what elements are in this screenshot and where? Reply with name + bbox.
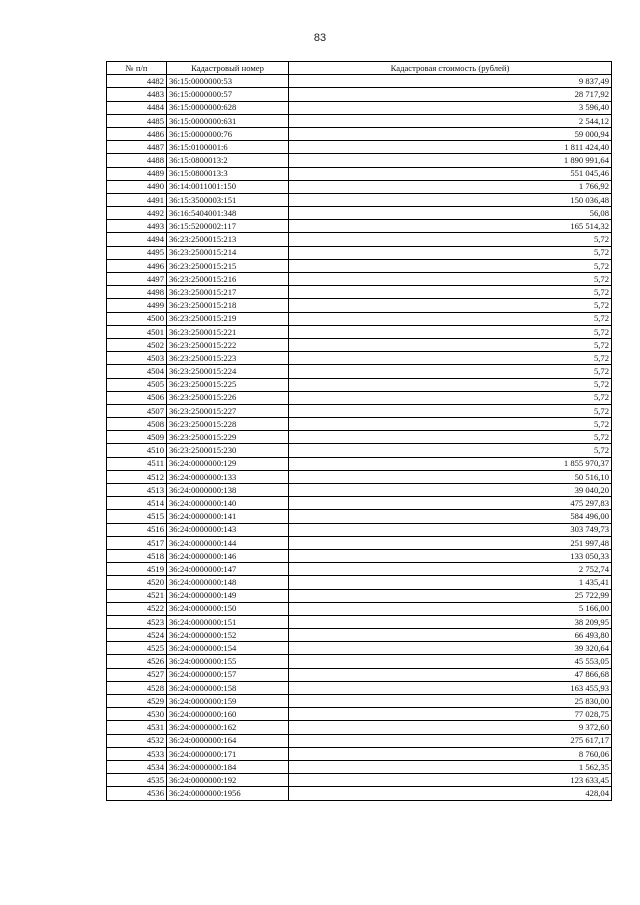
cadastral-value-cell: 1 562,35 bbox=[289, 760, 612, 773]
row-number-cell: 4507 bbox=[107, 404, 167, 417]
row-number-cell: 4525 bbox=[107, 642, 167, 655]
table-row bbox=[107, 681, 612, 694]
table-row bbox=[107, 721, 612, 734]
cadastral-value-cell: 1 766,92 bbox=[289, 180, 612, 193]
row-number-cell: 4500 bbox=[107, 312, 167, 325]
cadastral-value-cell: 3 596,40 bbox=[289, 101, 612, 114]
table-row bbox=[107, 220, 612, 233]
cadastral-value-table bbox=[106, 61, 612, 801]
cadastral-value-cell: 1 890 991,64 bbox=[289, 154, 612, 167]
cadastral-number-cell: 36:23:2500015:214 bbox=[167, 246, 289, 259]
cadastral-number-cell: 36:23:2500015:227 bbox=[167, 404, 289, 417]
page-number: 83 bbox=[313, 32, 327, 44]
cadastral-value-cell: 5,72 bbox=[289, 273, 612, 286]
cadastral-value-cell: 5,72 bbox=[289, 418, 612, 431]
cadastral-value-cell: 2 752,74 bbox=[289, 563, 612, 576]
row-number-cell: 4532 bbox=[107, 734, 167, 747]
cadastral-value-cell: 66 493,80 bbox=[289, 629, 612, 642]
cadastral-number-cell: 36:15:0000000:76 bbox=[167, 127, 289, 140]
row-number-cell: 4514 bbox=[107, 497, 167, 510]
cadastral-value-cell: 77 028,75 bbox=[289, 708, 612, 721]
row-number-cell: 4536 bbox=[107, 787, 167, 800]
table-row bbox=[107, 391, 612, 404]
cadastral-value-cell: 25 830,00 bbox=[289, 695, 612, 708]
table-row bbox=[107, 154, 612, 167]
table-row bbox=[107, 431, 612, 444]
cadastral-number-cell: 36:23:2500015:223 bbox=[167, 352, 289, 365]
table-row bbox=[107, 615, 612, 628]
table-row bbox=[107, 338, 612, 351]
cadastral-number-cell: 36:15:5200002:117 bbox=[167, 220, 289, 233]
cadastral-value-cell: 39 320,64 bbox=[289, 642, 612, 655]
row-number-cell: 4487 bbox=[107, 141, 167, 154]
row-number-cell: 4499 bbox=[107, 299, 167, 312]
cadastral-number-cell: 36:24:0000000:148 bbox=[167, 576, 289, 589]
row-number-cell: 4515 bbox=[107, 510, 167, 523]
row-number-cell: 4498 bbox=[107, 286, 167, 299]
table-row bbox=[107, 497, 612, 510]
row-number-cell: 4512 bbox=[107, 470, 167, 483]
table-row bbox=[107, 629, 612, 642]
row-number-cell: 4528 bbox=[107, 681, 167, 694]
cadastral-number-cell: 36:24:0000000:158 bbox=[167, 681, 289, 694]
table-row bbox=[107, 787, 612, 800]
cadastral-number-cell: 36:24:0000000:147 bbox=[167, 563, 289, 576]
table-row bbox=[107, 259, 612, 272]
cadastral-value-cell: 133 050,33 bbox=[289, 549, 612, 562]
table-row bbox=[107, 404, 612, 417]
cadastral-number-cell: 36:24:0000000:164 bbox=[167, 734, 289, 747]
table-row bbox=[107, 378, 612, 391]
table-row bbox=[107, 576, 612, 589]
table-row bbox=[107, 88, 612, 101]
cadastral-number-cell: 36:23:2500015:215 bbox=[167, 259, 289, 272]
column-header-cadastral-value: Кадастровая стоимость (рублей) bbox=[289, 62, 612, 75]
table-row bbox=[107, 365, 612, 378]
cadastral-value-cell: 5,72 bbox=[289, 378, 612, 391]
row-number-cell: 4490 bbox=[107, 180, 167, 193]
cadastral-number-cell: 36:23:2500015:218 bbox=[167, 299, 289, 312]
cadastral-value-cell: 163 455,93 bbox=[289, 681, 612, 694]
cadastral-value-cell: 38 209,95 bbox=[289, 615, 612, 628]
row-number-cell: 4496 bbox=[107, 259, 167, 272]
table-row bbox=[107, 141, 612, 154]
row-number-cell: 4485 bbox=[107, 114, 167, 127]
cadastral-number-cell: 36:24:0000000:150 bbox=[167, 602, 289, 615]
table-row bbox=[107, 444, 612, 457]
table-row bbox=[107, 167, 612, 180]
cadastral-number-cell: 36:23:2500015:217 bbox=[167, 286, 289, 299]
table-row bbox=[107, 207, 612, 220]
table-row bbox=[107, 273, 612, 286]
cadastral-value-cell: 9 837,49 bbox=[289, 75, 612, 88]
row-number-cell: 4520 bbox=[107, 576, 167, 589]
cadastral-number-cell: 36:23:2500015:224 bbox=[167, 365, 289, 378]
cadastral-number-cell: 36:15:0000000:57 bbox=[167, 88, 289, 101]
cadastral-value-cell: 50 516,10 bbox=[289, 470, 612, 483]
table-row bbox=[107, 101, 612, 114]
table-row bbox=[107, 114, 612, 127]
table-row bbox=[107, 549, 612, 562]
table-row bbox=[107, 193, 612, 206]
cadastral-number-cell: 36:24:0000000:140 bbox=[167, 497, 289, 510]
cadastral-number-cell: 36:16:5404001:348 bbox=[167, 207, 289, 220]
cadastral-number-cell: 36:24:0000000:192 bbox=[167, 774, 289, 787]
row-number-cell: 4497 bbox=[107, 273, 167, 286]
cadastral-value-cell: 5,72 bbox=[289, 325, 612, 338]
table-row bbox=[107, 312, 612, 325]
cadastral-number-cell: 36:24:0000000:162 bbox=[167, 721, 289, 734]
cadastral-value-cell: 150 036,48 bbox=[289, 193, 612, 206]
row-number-cell: 4517 bbox=[107, 536, 167, 549]
row-number-cell: 4501 bbox=[107, 325, 167, 338]
row-number-cell: 4504 bbox=[107, 365, 167, 378]
cadastral-value-cell: 47 866,68 bbox=[289, 668, 612, 681]
cadastral-number-cell: 36:15:0800013:3 bbox=[167, 167, 289, 180]
table-row bbox=[107, 760, 612, 773]
cadastral-number-cell: 36:24:0000000:146 bbox=[167, 549, 289, 562]
row-number-cell: 4508 bbox=[107, 418, 167, 431]
table-row bbox=[107, 233, 612, 246]
cadastral-number-cell: 36:15:0000000:628 bbox=[167, 101, 289, 114]
cadastral-number-cell: 36:24:0000000:155 bbox=[167, 655, 289, 668]
table-row bbox=[107, 589, 612, 602]
row-number-cell: 4506 bbox=[107, 391, 167, 404]
cadastral-value-cell: 1 811 424,40 bbox=[289, 141, 612, 154]
cadastral-number-cell: 36:14:0011001:150 bbox=[167, 180, 289, 193]
row-number-cell: 4483 bbox=[107, 88, 167, 101]
row-number-cell: 4519 bbox=[107, 563, 167, 576]
table-row bbox=[107, 127, 612, 140]
cadastral-value-cell: 1 855 970,37 bbox=[289, 457, 612, 470]
table-row bbox=[107, 352, 612, 365]
cadastral-number-cell: 36:15:0000000:53 bbox=[167, 75, 289, 88]
cadastral-value-cell: 39 040,20 bbox=[289, 484, 612, 497]
cadastral-number-cell: 36:15:0000000:631 bbox=[167, 114, 289, 127]
cadastral-number-cell: 36:23:2500015:213 bbox=[167, 233, 289, 246]
cadastral-number-cell: 36:24:0000000:159 bbox=[167, 695, 289, 708]
cadastral-number-cell: 36:23:2500015:225 bbox=[167, 378, 289, 391]
cadastral-number-cell: 36:24:0000000:1956 bbox=[167, 787, 289, 800]
cadastral-number-cell: 36:24:0000000:133 bbox=[167, 470, 289, 483]
cadastral-number-cell: 36:24:0000000:129 bbox=[167, 457, 289, 470]
cadastral-value-cell: 5,72 bbox=[289, 259, 612, 272]
cadastral-value-cell: 1 435,41 bbox=[289, 576, 612, 589]
table-row bbox=[107, 180, 612, 193]
table-row bbox=[107, 774, 612, 787]
table-row bbox=[107, 484, 612, 497]
cadastral-value-cell: 5,72 bbox=[289, 246, 612, 259]
row-number-cell: 4489 bbox=[107, 167, 167, 180]
cadastral-value-cell: 59 000,94 bbox=[289, 127, 612, 140]
cadastral-value-cell: 5,72 bbox=[289, 338, 612, 351]
row-number-cell: 4486 bbox=[107, 127, 167, 140]
cadastral-value-cell: 475 297,83 bbox=[289, 497, 612, 510]
cadastral-number-cell: 36:23:2500015:230 bbox=[167, 444, 289, 457]
cadastral-value-cell: 5,72 bbox=[289, 352, 612, 365]
cadastral-value-cell: 165 514,32 bbox=[289, 220, 612, 233]
cadastral-value-cell: 5,72 bbox=[289, 404, 612, 417]
cadastral-number-cell: 36:23:2500015:229 bbox=[167, 431, 289, 444]
row-number-cell: 4510 bbox=[107, 444, 167, 457]
row-number-cell: 4509 bbox=[107, 431, 167, 444]
table-row bbox=[107, 747, 612, 760]
table-row bbox=[107, 470, 612, 483]
cadastral-number-cell: 36:24:0000000:184 bbox=[167, 760, 289, 773]
cadastral-value-cell: 5,72 bbox=[289, 444, 612, 457]
cadastral-number-cell: 36:24:0000000:138 bbox=[167, 484, 289, 497]
row-number-cell: 4535 bbox=[107, 774, 167, 787]
cadastral-value-cell: 428,04 bbox=[289, 787, 612, 800]
column-header-number: № п/п bbox=[107, 62, 167, 75]
cadastral-number-cell: 36:24:0000000:160 bbox=[167, 708, 289, 721]
table-row bbox=[107, 602, 612, 615]
cadastral-number-cell: 36:23:2500015:228 bbox=[167, 418, 289, 431]
row-number-cell: 4526 bbox=[107, 655, 167, 668]
table-row bbox=[107, 642, 612, 655]
cadastral-value-cell: 2 544,12 bbox=[289, 114, 612, 127]
row-number-cell: 4503 bbox=[107, 352, 167, 365]
cadastral-value-cell: 251 997,48 bbox=[289, 536, 612, 549]
cadastral-value-cell: 5,72 bbox=[289, 312, 612, 325]
cadastral-value-cell: 5,72 bbox=[289, 286, 612, 299]
table-row bbox=[107, 536, 612, 549]
table-row bbox=[107, 523, 612, 536]
row-number-cell: 4491 bbox=[107, 193, 167, 206]
cadastral-number-cell: 36:24:0000000:149 bbox=[167, 589, 289, 602]
row-number-cell: 4494 bbox=[107, 233, 167, 246]
row-number-cell: 4495 bbox=[107, 246, 167, 259]
table-row bbox=[107, 655, 612, 668]
row-number-cell: 4493 bbox=[107, 220, 167, 233]
row-number-cell: 4531 bbox=[107, 721, 167, 734]
cadastral-number-cell: 36:23:2500015:226 bbox=[167, 391, 289, 404]
table-row bbox=[107, 246, 612, 259]
row-number-cell: 4521 bbox=[107, 589, 167, 602]
row-number-cell: 4527 bbox=[107, 668, 167, 681]
table-row bbox=[107, 708, 612, 721]
row-number-cell: 4529 bbox=[107, 695, 167, 708]
cadastral-number-cell: 36:15:3500003:151 bbox=[167, 193, 289, 206]
cadastral-number-cell: 36:24:0000000:143 bbox=[167, 523, 289, 536]
cadastral-number-cell: 36:24:0000000:141 bbox=[167, 510, 289, 523]
table-row bbox=[107, 286, 612, 299]
row-number-cell: 4484 bbox=[107, 101, 167, 114]
table-body bbox=[107, 75, 612, 800]
cadastral-number-cell: 36:24:0000000:152 bbox=[167, 629, 289, 642]
row-number-cell: 4502 bbox=[107, 338, 167, 351]
row-number-cell: 4530 bbox=[107, 708, 167, 721]
cadastral-number-cell: 36:24:0000000:171 bbox=[167, 747, 289, 760]
cadastral-value-cell: 5,72 bbox=[289, 233, 612, 246]
row-number-cell: 4533 bbox=[107, 747, 167, 760]
table-row bbox=[107, 668, 612, 681]
table-row bbox=[107, 75, 612, 88]
cadastral-number-cell: 36:23:2500015:216 bbox=[167, 273, 289, 286]
row-number-cell: 4492 bbox=[107, 207, 167, 220]
cadastral-number-cell: 36:24:0000000:144 bbox=[167, 536, 289, 549]
cadastral-value-cell: 28 717,92 bbox=[289, 88, 612, 101]
table-row bbox=[107, 695, 612, 708]
cadastral-value-cell: 45 553,05 bbox=[289, 655, 612, 668]
cadastral-number-cell: 36:15:0100001:6 bbox=[167, 141, 289, 154]
table-row bbox=[107, 418, 612, 431]
table-row bbox=[107, 734, 612, 747]
cadastral-value-cell: 25 722,99 bbox=[289, 589, 612, 602]
column-header-cadastral-number: Кадастровый номер bbox=[167, 62, 289, 75]
cadastral-value-cell: 5 166,00 bbox=[289, 602, 612, 615]
table-row bbox=[107, 457, 612, 470]
table-row bbox=[107, 299, 612, 312]
cadastral-number-cell: 36:24:0000000:154 bbox=[167, 642, 289, 655]
cadastral-value-cell: 9 372,60 bbox=[289, 721, 612, 734]
cadastral-value-cell: 5,72 bbox=[289, 299, 612, 312]
cadastral-value-cell: 5,72 bbox=[289, 365, 612, 378]
row-number-cell: 4511 bbox=[107, 457, 167, 470]
cadastral-number-cell: 36:24:0000000:157 bbox=[167, 668, 289, 681]
row-number-cell: 4505 bbox=[107, 378, 167, 391]
cadastral-value-cell: 275 617,17 bbox=[289, 734, 612, 747]
cadastral-value-cell: 123 633,45 bbox=[289, 774, 612, 787]
cadastral-value-cell: 303 749,73 bbox=[289, 523, 612, 536]
row-number-cell: 4516 bbox=[107, 523, 167, 536]
row-number-cell: 4482 bbox=[107, 75, 167, 88]
row-number-cell: 4513 bbox=[107, 484, 167, 497]
row-number-cell: 4523 bbox=[107, 615, 167, 628]
table-row bbox=[107, 510, 612, 523]
cadastral-value-cell: 584 496,00 bbox=[289, 510, 612, 523]
cadastral-number-cell: 36:23:2500015:219 bbox=[167, 312, 289, 325]
row-number-cell: 4524 bbox=[107, 629, 167, 642]
row-number-cell: 4534 bbox=[107, 760, 167, 773]
table-header-row bbox=[107, 62, 612, 75]
cadastral-value-cell: 5,72 bbox=[289, 391, 612, 404]
cadastral-number-cell: 36:23:2500015:222 bbox=[167, 338, 289, 351]
cadastral-value-cell: 551 045,46 bbox=[289, 167, 612, 180]
row-number-cell: 4522 bbox=[107, 602, 167, 615]
cadastral-value-cell: 56,08 bbox=[289, 207, 612, 220]
cadastral-value-cell: 8 760,06 bbox=[289, 747, 612, 760]
table-row bbox=[107, 563, 612, 576]
cadastral-number-cell: 36:24:0000000:151 bbox=[167, 615, 289, 628]
cadastral-number-cell: 36:23:2500015:221 bbox=[167, 325, 289, 338]
cadastral-number-cell: 36:15:0800013:2 bbox=[167, 154, 289, 167]
cadastral-value-cell: 5,72 bbox=[289, 431, 612, 444]
table-row bbox=[107, 325, 612, 338]
row-number-cell: 4518 bbox=[107, 549, 167, 562]
row-number-cell: 4488 bbox=[107, 154, 167, 167]
